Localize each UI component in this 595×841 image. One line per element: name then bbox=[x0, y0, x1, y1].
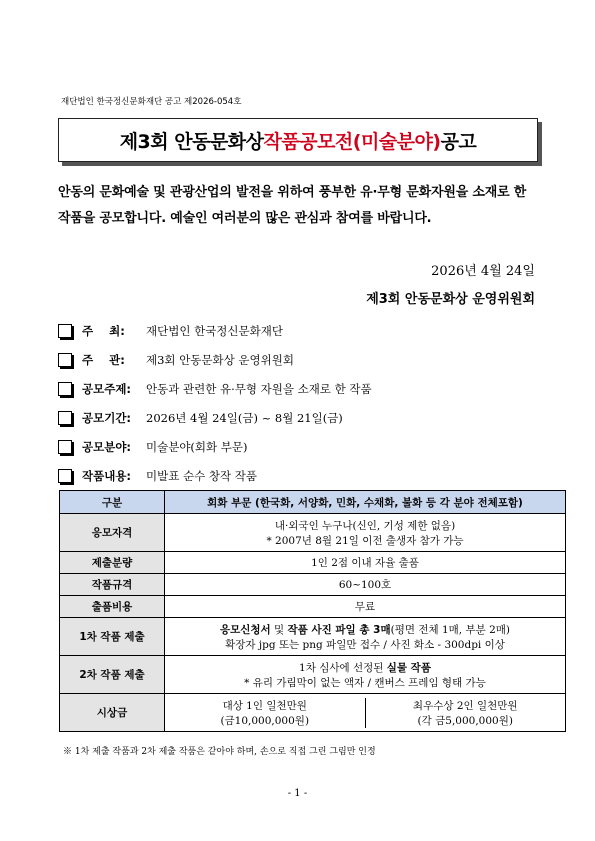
info-label: 공모분야: bbox=[82, 439, 132, 454]
row-value bbox=[165, 694, 566, 732]
row-value bbox=[165, 618, 566, 656]
info-value: 미술분야(회화 부문) bbox=[146, 439, 248, 454]
excellence-prize-line1: 최우수상 2인 일천만원 bbox=[412, 699, 518, 712]
prize-split bbox=[165, 698, 565, 728]
text: 1차 심사에 선정된 bbox=[299, 661, 387, 674]
info-label: 작품내용: bbox=[82, 468, 132, 483]
info-item-theme bbox=[58, 374, 372, 403]
row-value: 60~100호 bbox=[165, 574, 566, 596]
info-value: 제3회 안동문화상 운영위원회 bbox=[146, 352, 294, 367]
checkbox-icon bbox=[58, 324, 72, 338]
text: (평면 전체 1매, 부분 2매) bbox=[390, 623, 510, 636]
row-head: 시상금 bbox=[60, 694, 165, 732]
text: 및 bbox=[270, 623, 288, 636]
title-part1: 제3회 안동문화상 bbox=[119, 130, 264, 153]
table-header-field: 회화 부문 (한국화, 서양화, 민화, 수채화, 불화 등 각 분야 전체포함) bbox=[165, 491, 566, 514]
info-value: 2026년 4월 24일(금) ~ 8월 21일(금) bbox=[146, 410, 343, 425]
first-submission-line bbox=[165, 622, 565, 637]
row-head: 1차 작품 제출 bbox=[60, 618, 165, 656]
table-row bbox=[60, 596, 566, 618]
second-submission-line bbox=[165, 660, 565, 675]
excellence-prize bbox=[366, 698, 566, 728]
table-row bbox=[60, 552, 566, 574]
table-row bbox=[60, 656, 566, 694]
checkbox-icon bbox=[58, 353, 72, 367]
details-table bbox=[59, 490, 566, 732]
page-number: - 1 - bbox=[287, 788, 308, 799]
eligibility-note: * 2007년 8월 21일 이전 출생자 참가 가능 bbox=[266, 534, 464, 547]
grand-prize bbox=[165, 698, 366, 728]
info-item-host bbox=[58, 316, 372, 345]
eligibility-line: 내·외국인 누구나(신인, 기성 제한 없음) bbox=[274, 519, 456, 532]
info-label: 공모기간: bbox=[82, 410, 132, 425]
excellence-prize-line2: (각 금5,000,000원) bbox=[417, 714, 513, 727]
checkbox-icon bbox=[58, 382, 72, 396]
bold-text: 작품 사진 파일 총 3매 bbox=[287, 623, 391, 636]
grand-prize-line1: 대상 1인 일천만원 bbox=[222, 699, 307, 712]
info-value: 재단법인 한국정신문화재단 bbox=[146, 323, 283, 338]
checkbox-icon bbox=[58, 440, 72, 454]
page-title bbox=[58, 118, 538, 162]
intro-paragraph: 안동의 문화예술 및 관광산업의 발전을 위하여 풍부한 유·무형 문화자원을 소재로 한 작품을 공모합니다. 예술인 여러분의 많은 관심과 참여를 바랍니다. bbox=[58, 185, 527, 226]
checkbox-icon bbox=[58, 411, 72, 425]
row-value: 1인 2점 이내 자율 출품 bbox=[165, 552, 566, 574]
first-submission-note: 확장자 jpg 또는 png 파일만 접수 / 사진 화소 - 300dpi 이상 bbox=[225, 638, 505, 651]
second-submission-note: * 유리 가림막이 없는 액자 / 캔버스 프레임 형태 가능 bbox=[244, 676, 486, 689]
notice-date: 2026년 4월 24일 bbox=[431, 264, 535, 279]
table-row bbox=[60, 618, 566, 656]
info-label: 주 관: bbox=[82, 352, 125, 367]
info-label: 공모주제: bbox=[82, 381, 132, 396]
row-head: 제출분량 bbox=[60, 552, 165, 574]
title-part2: 작품공모전(미술분야) bbox=[263, 130, 441, 153]
row-value bbox=[165, 514, 566, 552]
table-row bbox=[60, 694, 566, 732]
info-item-content bbox=[58, 461, 372, 490]
table-row bbox=[60, 574, 566, 596]
checkbox-icon bbox=[58, 469, 72, 483]
issuing-organization: 제3회 안동문화상 운영위원회 bbox=[366, 292, 535, 307]
bold-text: 실물 작품 bbox=[386, 661, 431, 674]
info-item-period bbox=[58, 403, 372, 432]
info-list bbox=[58, 316, 372, 490]
info-value: 미발표 순수 창작 작품 bbox=[146, 468, 257, 483]
row-value: 무료 bbox=[165, 596, 566, 618]
table-row bbox=[60, 514, 566, 552]
table-header-category: 구분 bbox=[60, 491, 165, 514]
info-label: 주 최: bbox=[82, 323, 125, 338]
notice-number: 재단법인 한국정신문화재단 공고 제2026-054호 bbox=[61, 97, 242, 107]
grand-prize-line2: (금10,000,000원) bbox=[220, 714, 310, 727]
row-head: 출품비용 bbox=[60, 596, 165, 618]
row-head: 작품규격 bbox=[60, 574, 165, 596]
info-value: 안동과 관련한 유·무형 자원을 소재로 한 작품 bbox=[146, 381, 372, 396]
info-item-field bbox=[58, 432, 372, 461]
row-value bbox=[165, 656, 566, 694]
bold-text: 응모신청서 bbox=[219, 623, 271, 636]
info-item-organizer bbox=[58, 345, 372, 374]
row-head: 2차 작품 제출 bbox=[60, 656, 165, 694]
footnote: ※ 1차 제출 작품과 2차 제출 작품은 같아야 하며, 손으로 직접 그린 그림만 인정 bbox=[63, 747, 376, 757]
title-part3: 공고 bbox=[440, 130, 477, 153]
row-head: 응모자격 bbox=[60, 514, 165, 552]
